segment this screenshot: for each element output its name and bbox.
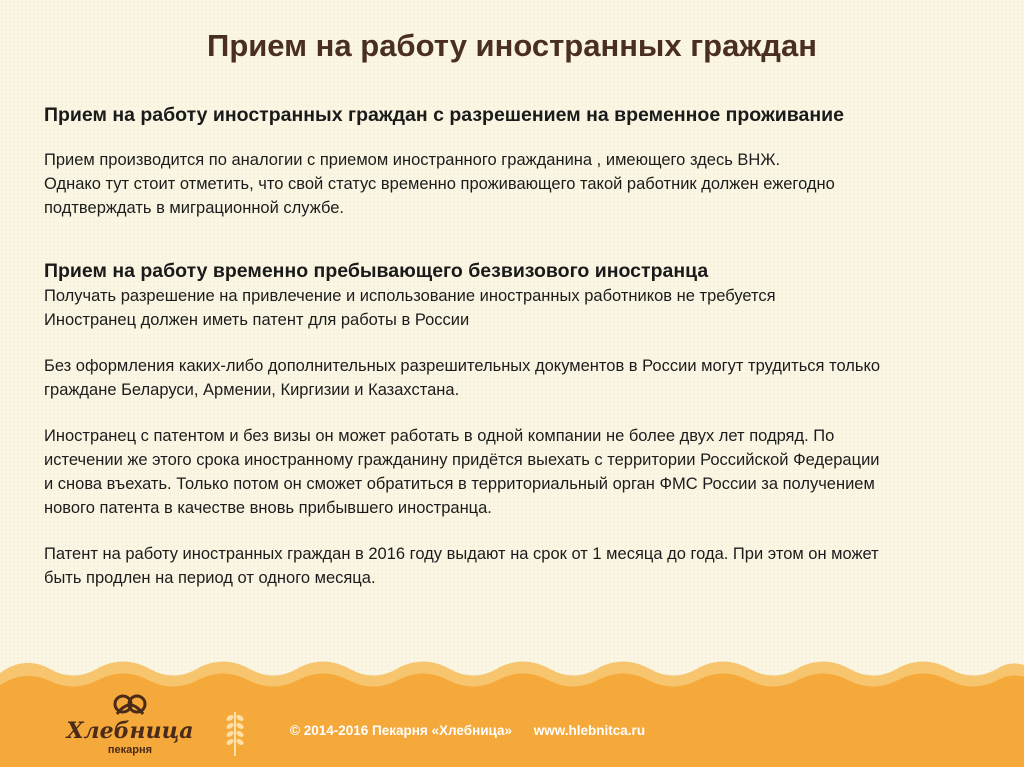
page-title: Прием на работу иностранных граждан	[207, 28, 817, 63]
section2-line: нового патента в качестве вновь прибывшего иностранца.	[44, 499, 492, 517]
content	[44, 102, 994, 590]
section2-heading: Прием на работу временно пребывающего безвизового иностранца	[44, 260, 709, 282]
section1-line: Однако тут стоит отметить, что свой статус временно проживающего такой работник должен ежегодно	[44, 175, 835, 193]
section2-line: и снова въехать. Только потом он сможет обратиться в территориальный орган ФМС России за получением	[44, 475, 875, 493]
wheat-icon	[222, 708, 248, 756]
section2-line: Иностранец должен иметь патент для работы в России	[44, 311, 470, 329]
logo	[65, 690, 195, 760]
footer-text	[290, 723, 663, 738]
section1-heading: Прием на работу иностранных граждан с разрешением на временное проживание	[44, 104, 844, 126]
section2-line: Патент на работу иностранных граждан в 2016 году выдают на срок от 1 месяца до года. При этом он может	[44, 545, 879, 563]
section1-line: Прием производится по аналогии с приемом иностранного гражданина , имеющего здесь ВНЖ.	[44, 151, 781, 169]
section2-line: Иностранец с патентом и без визы он может работать в одной компании не более двух лет подряд. По	[44, 427, 835, 445]
logo-name: Хлебница	[66, 718, 194, 744]
section1-line: подтверждать в миграционной службе.	[44, 199, 344, 217]
section2-line: Получать разрешение на привлечение и использование иностранных работников не требуется	[44, 287, 776, 305]
section2-line: быть продлен на период от одного месяца.	[44, 569, 376, 587]
copyright: © 2014-2016 Пекарня «Хлебница»	[290, 723, 513, 738]
website-link[interactable]: www.hlebnitca.ru	[533, 723, 646, 738]
pretzel-icon	[65, 690, 195, 720]
logo-subtitle: пекарня	[107, 744, 153, 756]
section2-line: Без оформления каких-либо дополнительных разрешительных документов в России могут трудиться только	[44, 357, 881, 375]
section2-line: истечении же этого срока иностранному гражданину придётся выехать с территории Российской Федерации	[44, 451, 880, 469]
section2-line: граждане Беларуси, Армении, Киргизии и Казахстана.	[44, 381, 460, 399]
